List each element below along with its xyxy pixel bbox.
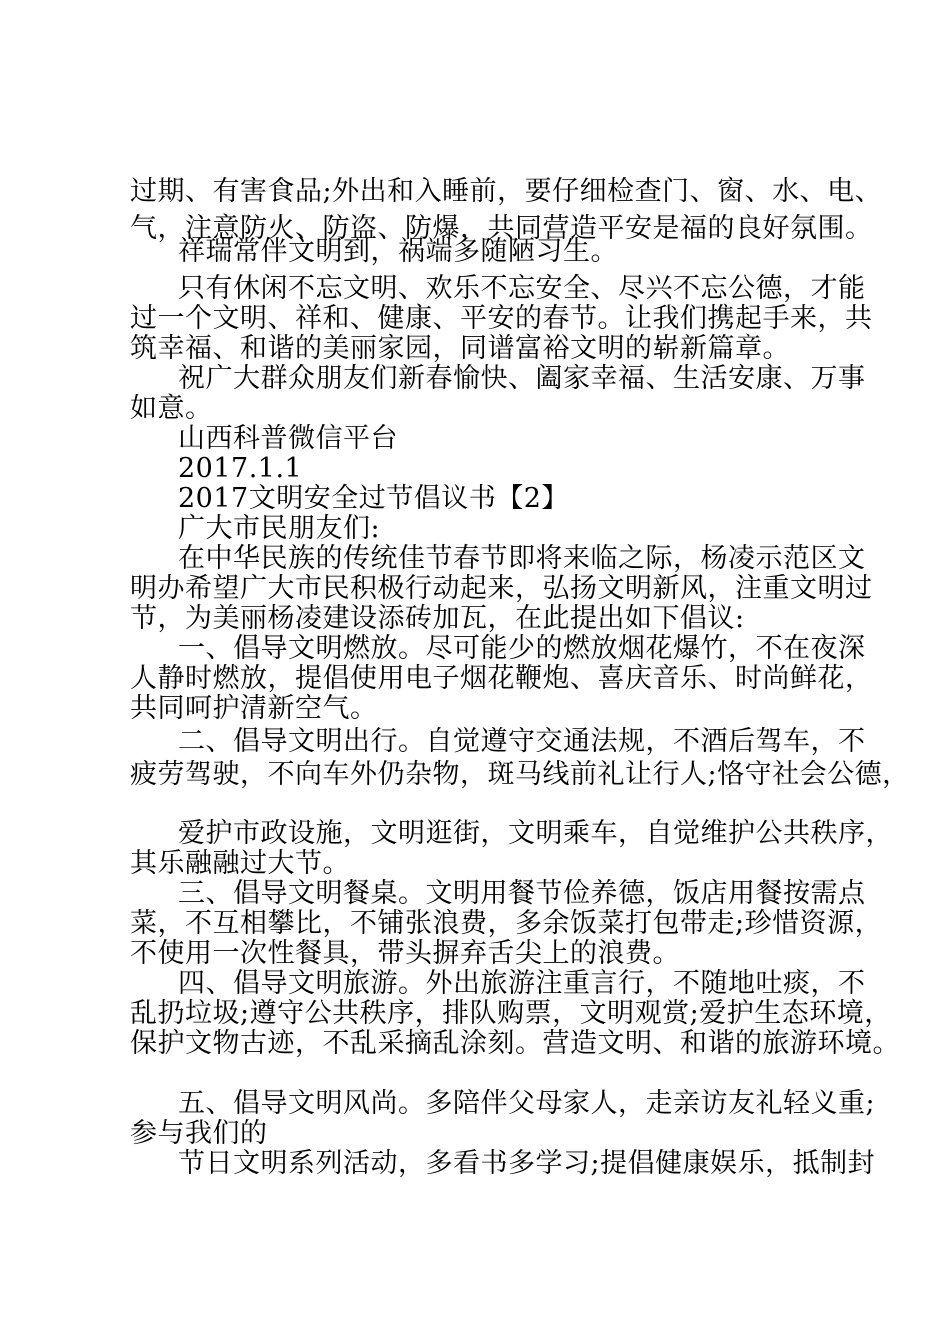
text-line: 广大市民朋友们: [178,513,381,544]
text-line: 五、倡导文明风尚。多陪伴父母家人，走亲访友礼轻义重; [178,1088,876,1119]
text-line: 在中华民族的传统佳节春节即将来临之际，杨凌示范区文 [178,543,866,574]
text-line: 二、倡导文明出行。自觉遵守交通法规，不酒后驾车，不 [178,726,866,757]
text-line: 2017文明安全过节倡议书【2】 [178,483,569,514]
text-line: 过一个文明、祥和、健康、平安的春节。让我们携起手来，共 [130,303,873,334]
text-line: 四、倡导文明旅游。外出旅游注重言行，不随地吐痰，不 [178,968,866,999]
text-line: 疲劳驾驶，不向车外仍杂物，斑马线前礼让行人;恪守社会公德， [130,759,910,790]
text-line: 祝广大群众朋友们新春愉快、阖家幸福、生活安康、万事 [178,363,866,394]
text-line: 人静时燃放，提倡使用电子烟花鞭炮、喜庆音乐、时尚鲜花， [130,663,873,694]
text-line: 节，为美丽杨凌建设添砖加瓦，在此提出如下倡议: [130,603,745,634]
text-line: 乱扔垃圾;遵守公共秩序，排队购票，文明观赏;爱护生态环境， [130,998,892,1029]
text-line: 保护文物古迹，不乱采摘乱涂刻。营造文明、和谐的旅游环境。 [130,1028,900,1059]
text-line: 参与我们的 [130,1118,268,1149]
text-line: 山西科普微信平台 [178,423,398,454]
text-line: 2017.1.1 [178,453,303,484]
text-line: 只有休闲不忘文明、欢乐不忘安全、尽兴不忘公德，才能 [178,273,866,304]
text-line: 三、倡导文明餐桌。文明用餐节俭养德，饭店用餐按需点 [178,878,866,909]
text-line: 不使用一次性餐具，带头摒弃舌尖上的浪费。 [130,938,680,969]
text-line: 菜，不互相攀比，不铺张浪费，多余饭菜打包带走;珍惜资源， [130,908,883,939]
text-line: 节日文明系列活动，多看书多学习;提倡健康娱乐，抵制封 [178,1148,876,1179]
text-line: 筑幸福、和谐的美丽家园，同谱富裕文明的崭新篇章。 [130,333,790,364]
text-line: 过期、有害食品;外出和入睡前，要仔细检查门、窗、水、电、 [130,176,883,207]
text-line: 气，注意防火、防盗、防爆，共同营造平安是福的良好氛围。 [130,213,873,244]
text-line: 其乐融融过大节。 [130,848,350,879]
text-line: 爱护市政设施，文明逛街，文明乘车，自觉维护公共秩序， [178,818,893,849]
text-line: 如意。 [130,393,213,424]
text-line: 祥瑞常伴文明到，祸端多随陋习生。 [178,236,618,267]
text-line: 明办希望广大市民积极行动起来，弘扬文明新风，注重文明过 [130,573,873,604]
text-line: 一、倡导文明燃放。尽可能少的燃放烟花爆竹，不在夜深 [178,633,866,664]
text-line: 共同呵护清新空气。 [130,693,378,724]
